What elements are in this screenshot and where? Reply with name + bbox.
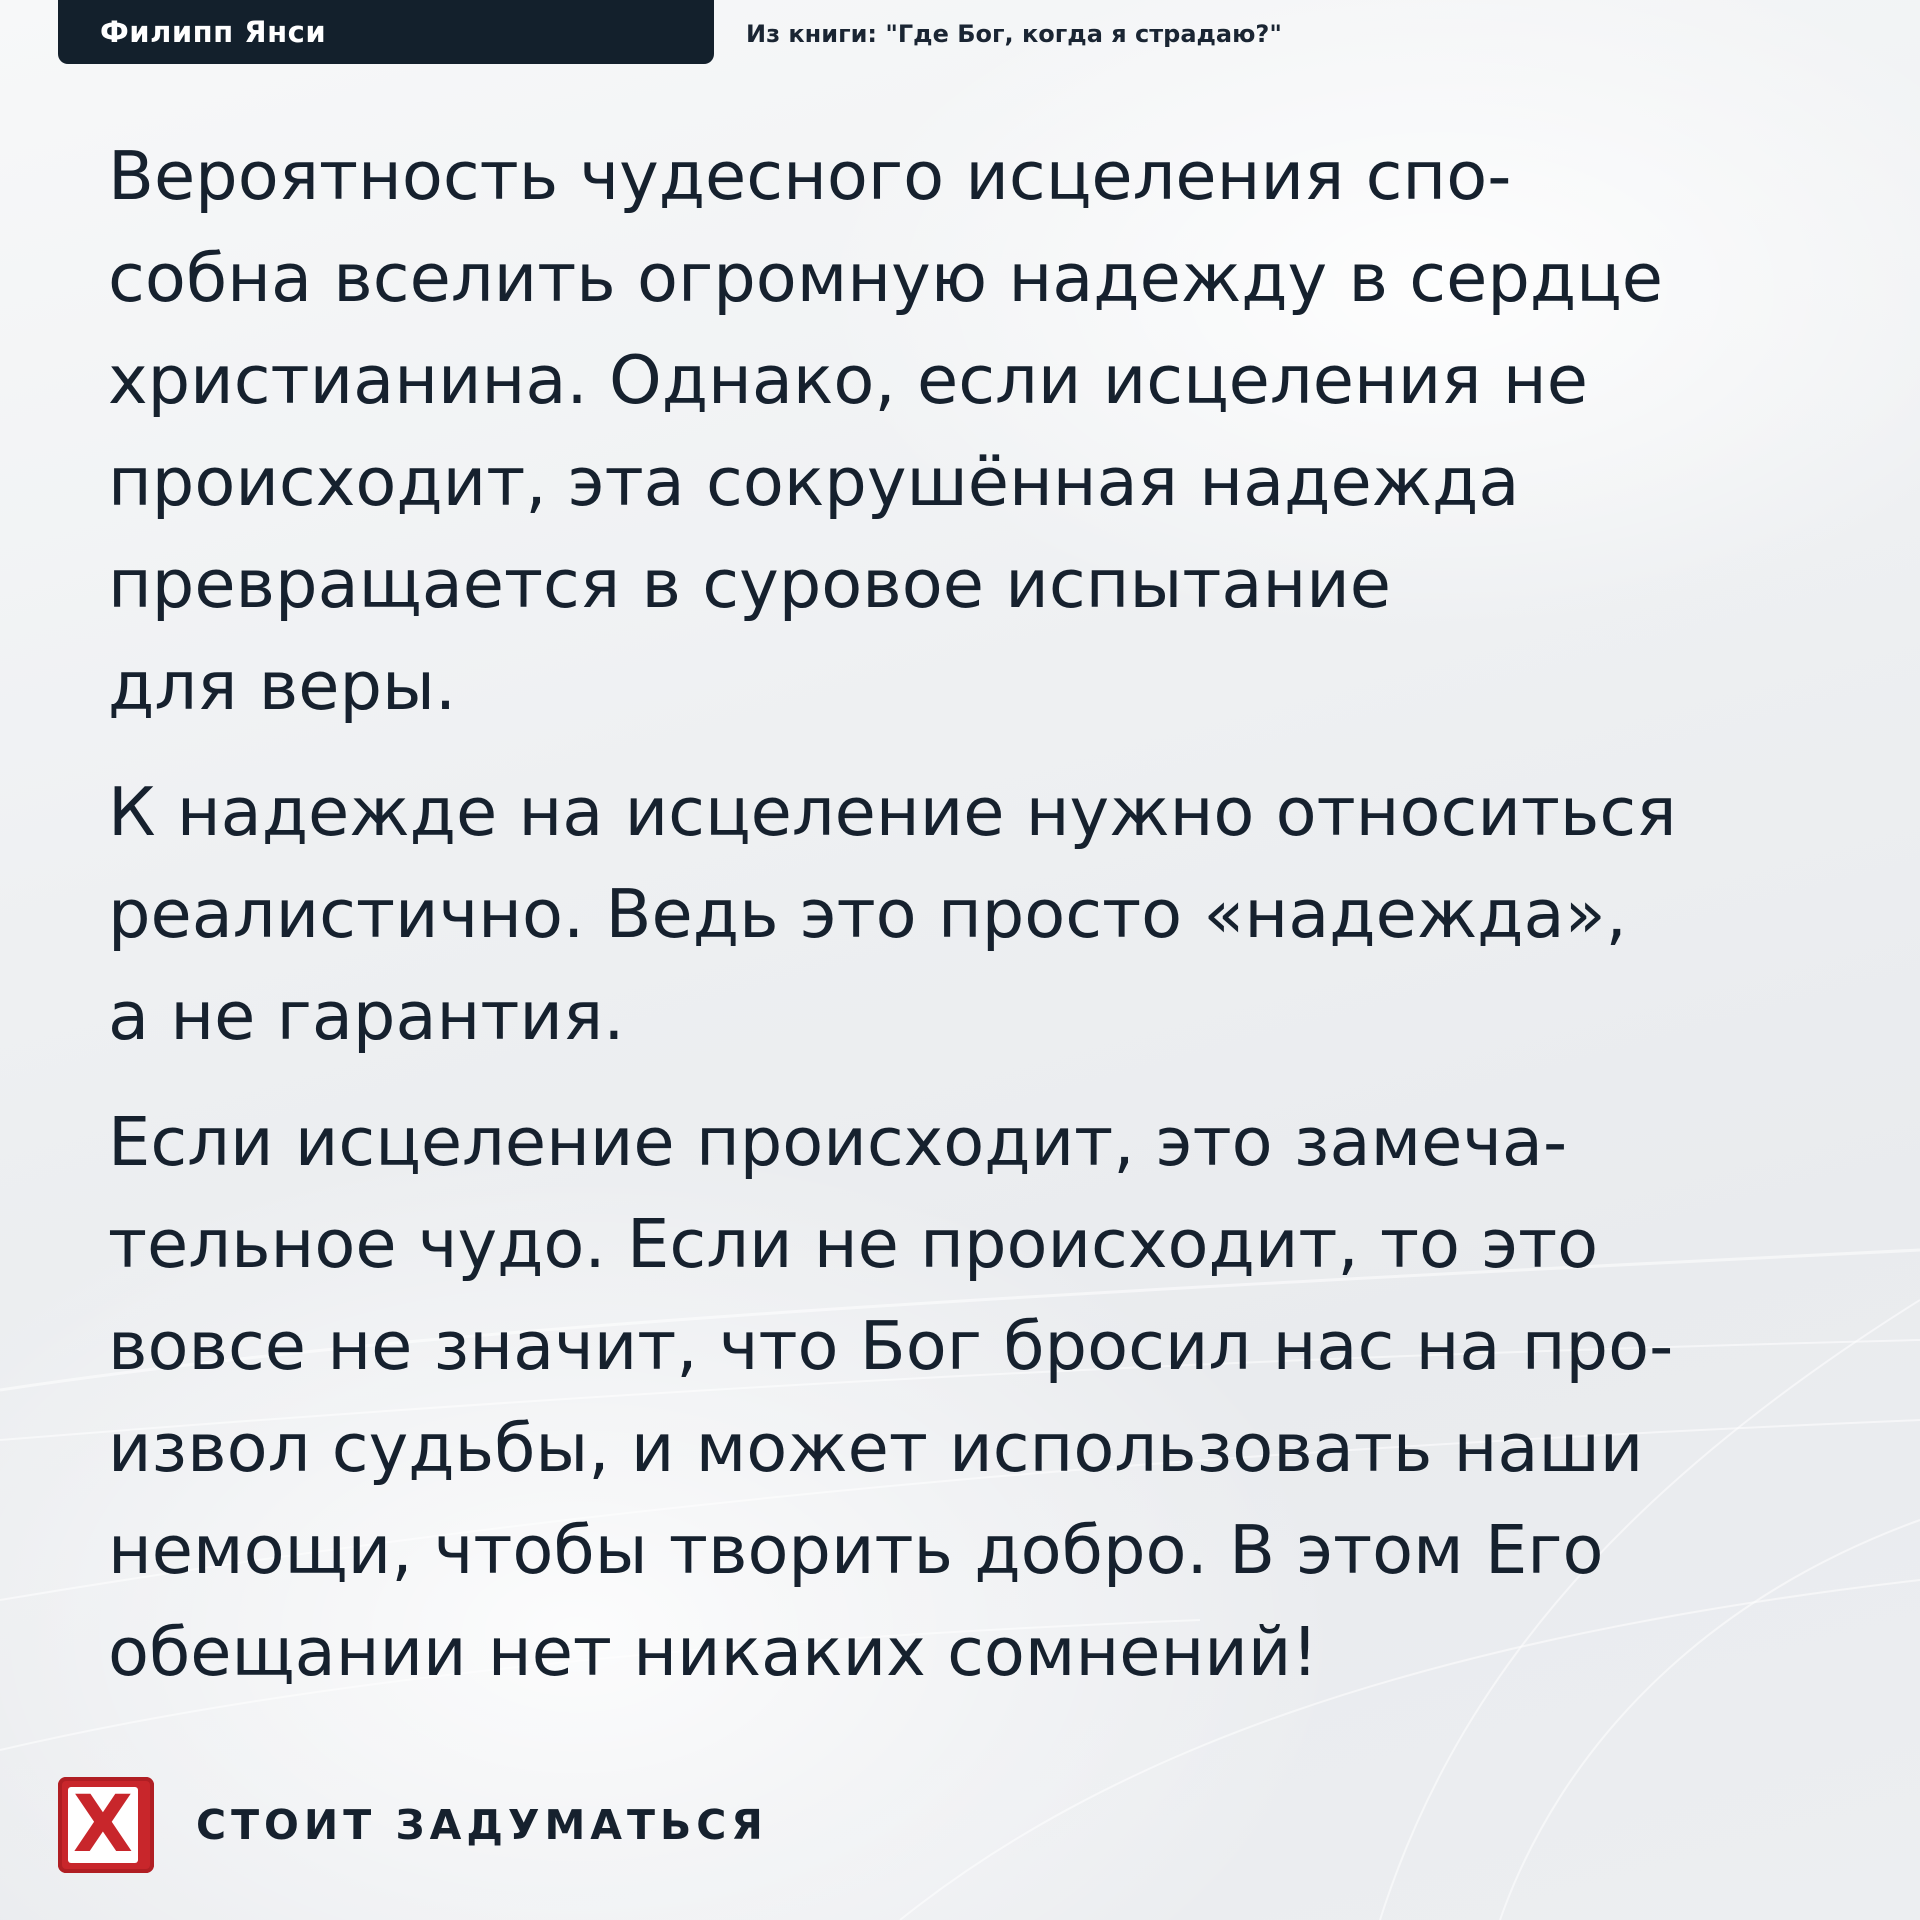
quote-line: для веры. — [108, 647, 457, 725]
book-source: Из книги: "Где Бог, когда я страдаю?" — [746, 20, 1282, 48]
author-banner — [58, 0, 714, 64]
quote-paragraph — [108, 125, 1828, 737]
author-name: Филипп Янси — [100, 15, 327, 49]
brand-name: СТОИТ ЗАДУМАТЬСЯ — [196, 1801, 768, 1849]
quote-line: немощи, чтобы творить добро. В этом Его — [108, 1511, 1604, 1589]
quote-line: Если исцеление происходит, это замеча- — [108, 1103, 1568, 1181]
quote-line: реалистично. Ведь это просто «надежда», — [108, 875, 1627, 953]
quote-paragraph — [108, 1091, 1828, 1703]
quote-line: Вероятность чудесного исцеления спо- — [108, 137, 1512, 215]
quote-line: превращается в суровое испытание — [108, 545, 1392, 623]
quote-text — [108, 125, 1828, 1727]
quote-line: собна вселить огромную надежду в сердце — [108, 239, 1664, 317]
logo-x-mark: X — [72, 1787, 134, 1863]
quote-line: тельное чудо. Если не происходит, то это — [108, 1205, 1599, 1283]
quote-line: происходит, эта сокрушённая надежда — [108, 443, 1520, 521]
quote-line: христианина. Однако, если исцеления не — [108, 341, 1588, 419]
brand-logo — [58, 1777, 154, 1873]
quote-line: вовсе не значит, что Бог бросил нас на про- — [108, 1307, 1674, 1385]
brand-footer — [58, 1777, 768, 1873]
quote-line: обещании нет никаких сомнений! — [108, 1613, 1319, 1691]
quote-line: извол судьбы, и может использовать наши — [108, 1409, 1644, 1487]
quote-line: К надежде на исцеление нужно относиться — [108, 773, 1677, 851]
quote-line: а не гарантия. — [108, 977, 625, 1055]
quote-paragraph — [108, 761, 1828, 1067]
